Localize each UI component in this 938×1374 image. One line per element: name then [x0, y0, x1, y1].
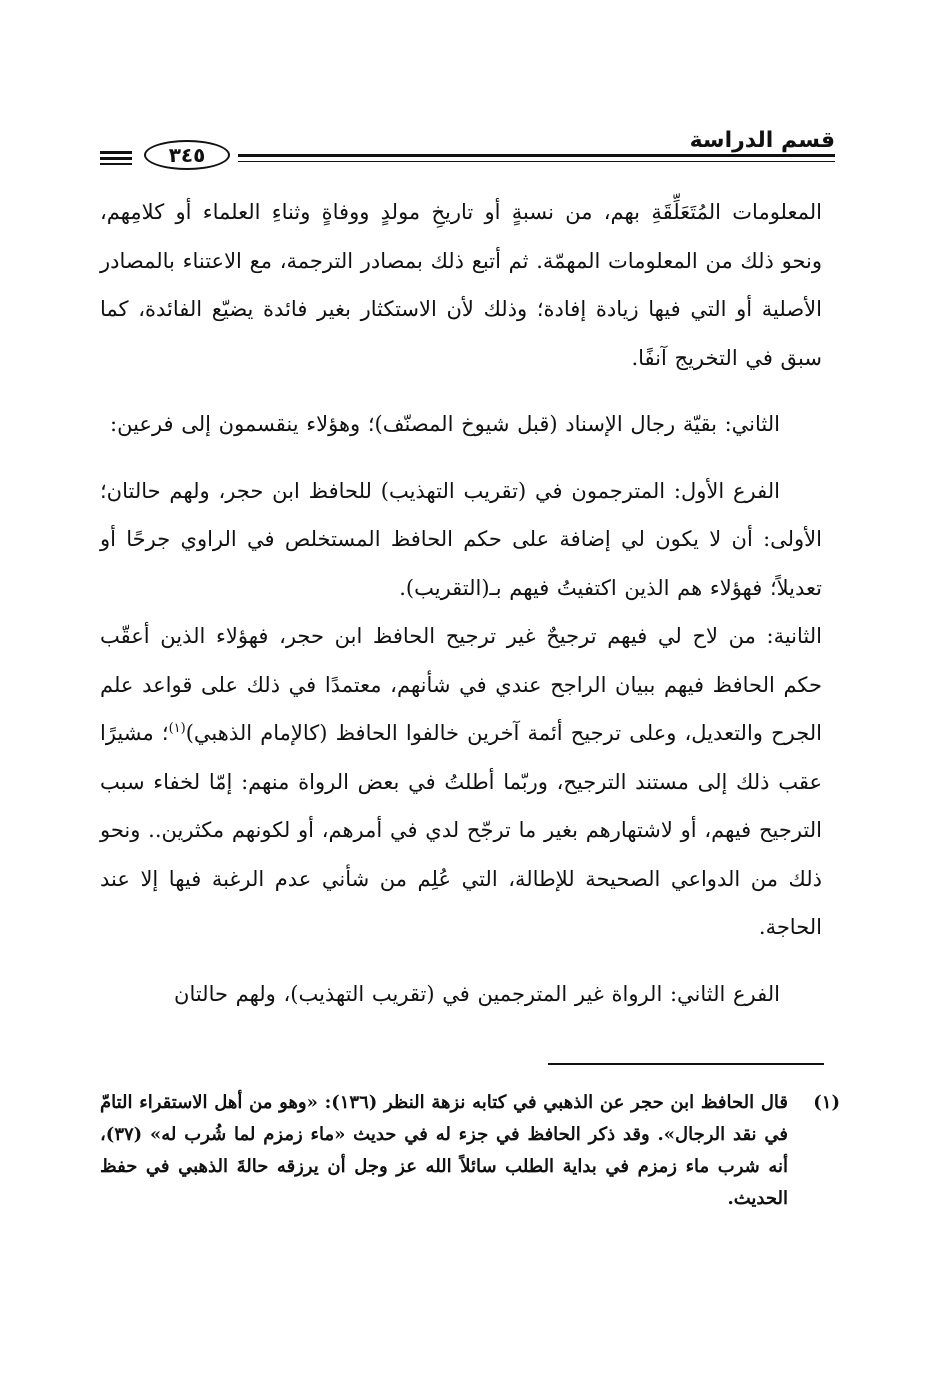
paragraph [100, 612, 822, 952]
section-title: قسم الدراسة [689, 128, 835, 153]
header-rule-thin [238, 161, 835, 162]
footnote-text: قال الحافظ ابن حجر عن الذهبي في كتابه نزهة النظر (١٣٦): «وهو من أهل الاستقراء التامّ في نقد الرجال». وقد ذكر الحافظ في جزء له في حديث «ماء زمزم لما شُرب له» (٣٧)، أنه شرب ماء زمزم في بداية الطلب سائلاً الله عز وجل أن يرزقه حالةَ الذهبي في حفظ الحديث. [100, 1092, 788, 1209]
footnote-reference[interactable]: (١) [168, 721, 186, 736]
header-ornament-line [100, 151, 132, 154]
paragraph-text: الثانية: من لاح لي فيهم ترجيحٌ غير ترجيح الحافظ ابن حجر، فهؤلاء الذين أعقّب حكم الحافظ فيهم ببيان الراجح عندي في شأنهم، معتمدًا في ذلك على قواعد علم الجرح والتعديل، وعلى ترجيح أئمة آخرين خالفوا الحافظ (كالإمام الذهبي) [100, 624, 823, 745]
paragraph-text: ؛ مشيرًا عقب ذلك إلى مستند الترجيح، وربّما أطلتُ في بعض الرواة منهم: إمّا لخفاء سبب الترجيح فيهم، أو لاشتهارهم بغير ما ترجّح لدي في أمرهم، أو لكونهم مكثرين.. ونحو ذلك من الدواعي الصحيحة للإطالة، التي عُلِم من شأني عدم الرغبة فيها إلا عند الحاجة. [100, 721, 822, 939]
paragraph: الثاني: بقيّة رجال الإسناد (قبل شيوخ المصنّف)؛ وهؤلاء ينقسمون إلى فرعين: [110, 412, 780, 436]
paragraph: الفرع الثاني: الرواة غير المترجمين في (تقريب التهذيب)، ولهم حالتان [174, 981, 780, 1006]
footnote-marker: (١) [813, 1092, 840, 1113]
header-ornament-line [100, 157, 132, 160]
main-text [100, 188, 822, 1036]
running-header [100, 120, 835, 178]
page-number: ٣٤٥ [144, 140, 230, 170]
footnote [100, 1087, 840, 1215]
paragraph: الفرع الأول: المترجمون في (تقريب التهذيب) للحافظ ابن حجر، ولهم حالتان؛ الأولى: أن لا يكون لي إضافة على حكم الحافظ المستخلص في الراوي جرحًا أو تعديلاً؛ فهؤلاء هم الذين اكتفيتُ فيهم بـ(التقريب). [100, 478, 822, 600]
header-ornament-line [100, 163, 132, 165]
footnote-separator [548, 1063, 824, 1065]
header-rule [238, 154, 835, 157]
paragraph: المعلومات المُتَعَلِّقَةِ بهم، من نسبةٍ أو تاريخِ مولدٍ ووفاةٍ وثناءِ العلماء أو كلامِهم، ونحو ذلك من المعلومات المهمّة. ثم أتبع ذلك بمصادر الترجمة، مع الاعتناء بالمصادر الأصلية أو التي فيها زيادة إفادة؛ وذلك لأن الاستكثار بغير فائدة يضيّع الفائدة، كما سبق في التخريج آنفًا. [100, 200, 822, 370]
